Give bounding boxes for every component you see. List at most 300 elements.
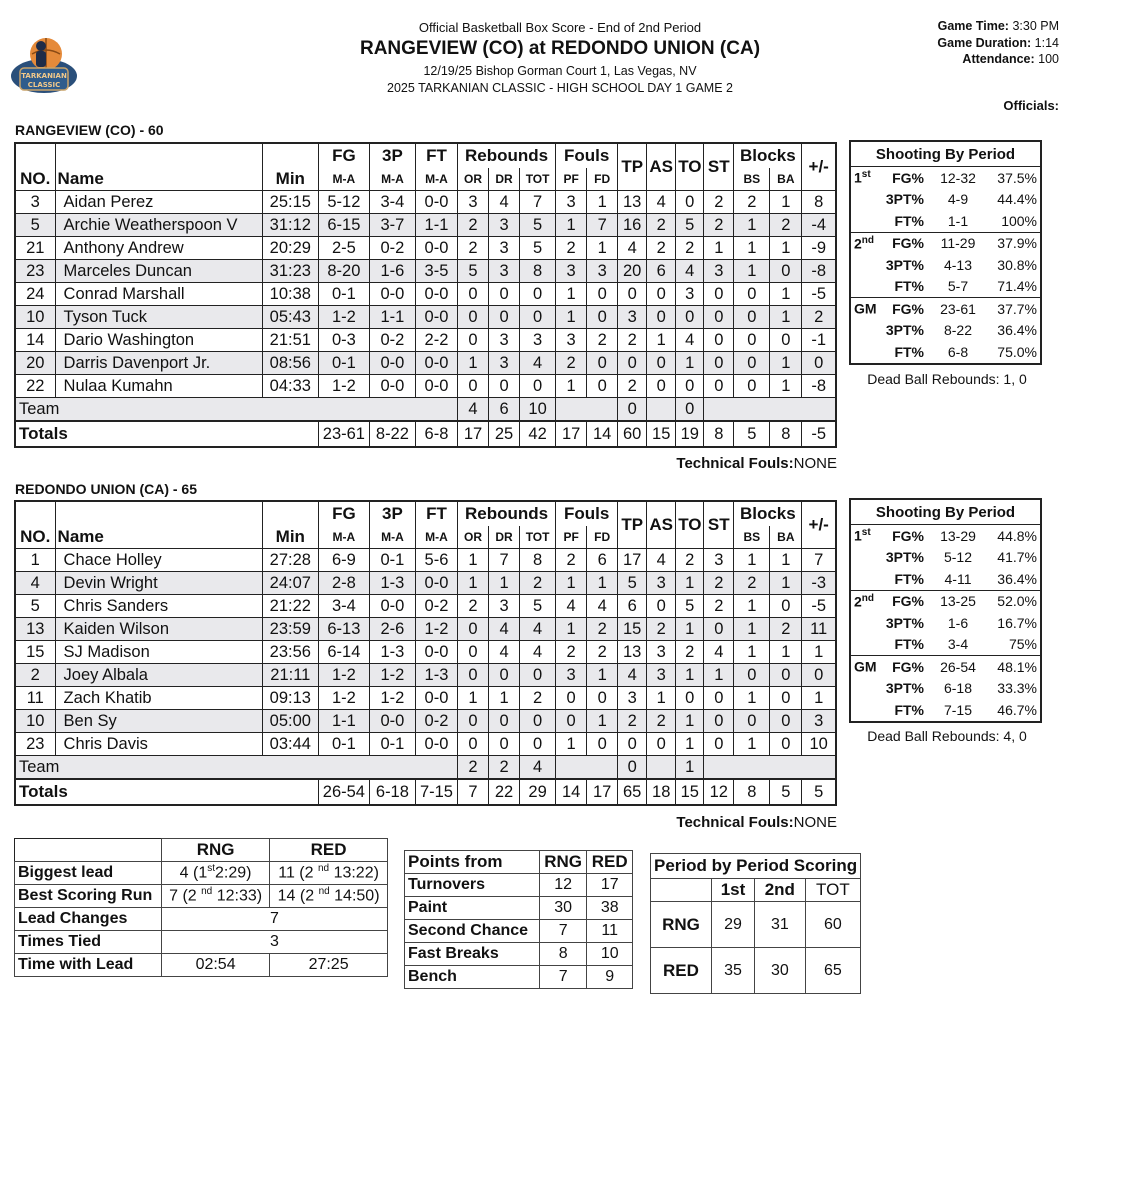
stat-bs: 0 bbox=[734, 306, 770, 329]
stat-tp: 13 bbox=[618, 641, 647, 664]
box-score-table bbox=[14, 500, 837, 806]
period-scoring-table bbox=[650, 853, 861, 994]
stat-bs: 0 bbox=[734, 710, 770, 733]
stat-dr: 3 bbox=[489, 595, 520, 618]
shooting-period bbox=[850, 656, 882, 678]
stat-fg: 0-1 bbox=[318, 733, 369, 756]
period-number: GM bbox=[854, 659, 877, 676]
stat-bs: 2 bbox=[734, 572, 770, 595]
points-from-red: 11 bbox=[587, 920, 633, 943]
blank-header bbox=[262, 143, 318, 168]
col-header-name: Name bbox=[55, 526, 262, 549]
shooting-pct: 44.8% bbox=[997, 527, 1037, 544]
col-header-no: NO. bbox=[15, 168, 55, 191]
points-from-row bbox=[405, 966, 633, 989]
team-tot: 4 bbox=[520, 756, 556, 780]
stat-tp: 3 bbox=[618, 687, 647, 710]
shooting-row bbox=[850, 341, 1041, 364]
shooting-made-attempted: 5-12 bbox=[943, 549, 973, 566]
shooting-stat: FG% bbox=[892, 169, 924, 186]
shooting-pct: 46.7% bbox=[997, 701, 1037, 718]
stat-tp: 4 bbox=[618, 664, 647, 687]
stat-pm: -5 bbox=[802, 283, 836, 306]
technical-fouls bbox=[676, 455, 837, 472]
shooting-row bbox=[850, 590, 1041, 612]
stat-ft: 0-2 bbox=[415, 710, 457, 733]
shooting-row bbox=[850, 612, 1041, 634]
stat-or: 2 bbox=[457, 237, 488, 260]
stat-dr: 3 bbox=[489, 329, 520, 352]
stat-pm: 11 bbox=[802, 618, 836, 641]
stat-ft: 0-0 bbox=[415, 572, 457, 595]
points-from-title: Points from bbox=[405, 851, 540, 874]
team-to: 0 bbox=[676, 398, 704, 422]
total-dr: 22 bbox=[489, 779, 520, 805]
stat-tp3: 0-2 bbox=[369, 329, 415, 352]
points-from-label: Bench bbox=[405, 966, 540, 989]
lead-changes: 7 bbox=[162, 908, 388, 931]
stat-pf: 2 bbox=[556, 641, 587, 664]
stat-ba: 2 bbox=[770, 618, 802, 641]
stat-pf: 1 bbox=[556, 733, 587, 756]
stat-fg: 1-1 bbox=[318, 710, 369, 733]
stat-ft: 1-1 bbox=[415, 214, 457, 237]
stat-fg: 0-1 bbox=[318, 352, 369, 375]
shooting-pct: 75.0% bbox=[997, 343, 1037, 360]
stat-min: 24:07 bbox=[262, 572, 318, 595]
stat-tp3: 0-1 bbox=[369, 733, 415, 756]
stat-fd: 0 bbox=[587, 352, 618, 375]
stat-st: 2 bbox=[704, 214, 734, 237]
col-header-to: TO bbox=[676, 143, 704, 191]
stat-fd: 2 bbox=[587, 618, 618, 641]
stat-ba: 1 bbox=[770, 352, 802, 375]
shooting-row bbox=[850, 320, 1041, 342]
col-header-ft: FT bbox=[415, 143, 457, 168]
team-blank bbox=[647, 756, 676, 780]
col-header-pf: PF bbox=[556, 168, 587, 191]
stat-ba: 1 bbox=[770, 191, 802, 214]
team-row bbox=[15, 398, 836, 422]
time-with-lead-label: Time with Lead bbox=[15, 954, 162, 977]
stat-fd: 7 bbox=[587, 214, 618, 237]
points-from-row bbox=[405, 943, 633, 966]
points-from-rng: 8 bbox=[539, 943, 587, 966]
stat-pm: -8 bbox=[802, 260, 836, 283]
team-blank bbox=[704, 398, 836, 422]
shooting-made-attempted: 4-13 bbox=[943, 256, 973, 273]
points-from-rng: 7 bbox=[539, 966, 587, 989]
stat-or: 2 bbox=[457, 595, 488, 618]
stat-bs: 1 bbox=[734, 687, 770, 710]
player-name: Nulaa Kumahn bbox=[55, 375, 262, 398]
team-or: 4 bbox=[457, 398, 488, 422]
stat-tp: 0 bbox=[618, 283, 647, 306]
total-fd: 17 bbox=[587, 779, 618, 805]
stat-tp: 0 bbox=[618, 733, 647, 756]
stat-fd: 2 bbox=[587, 641, 618, 664]
shooting-row bbox=[850, 232, 1041, 254]
period-total-score: 65 bbox=[805, 948, 860, 994]
stat-as: 1 bbox=[647, 687, 676, 710]
player-name: Ben Sy bbox=[55, 710, 262, 733]
col-header-no: NO. bbox=[15, 526, 55, 549]
col-header-as: AS bbox=[647, 143, 676, 191]
shooting-period bbox=[850, 210, 882, 232]
shooting-period bbox=[850, 678, 882, 700]
player-number: 23 bbox=[15, 733, 55, 756]
shooting-stat: FT% bbox=[894, 570, 924, 587]
times-tied-label: Times Tied bbox=[15, 931, 162, 954]
stat-bs: 1 bbox=[734, 618, 770, 641]
shooting-stat: FG% bbox=[882, 298, 926, 320]
stat-to: 1 bbox=[676, 733, 704, 756]
period-number: 1 bbox=[854, 528, 862, 545]
total-tp3: 6-18 bbox=[369, 779, 415, 805]
stat-fg: 1-2 bbox=[318, 664, 369, 687]
stat-min: 05:00 bbox=[262, 710, 318, 733]
shooting-pct: 44.4% bbox=[997, 191, 1037, 208]
stat-fg: 1-2 bbox=[318, 375, 369, 398]
col-header-to: TO bbox=[676, 501, 704, 549]
stat-as: 3 bbox=[647, 572, 676, 595]
player-name: Anthony Andrew bbox=[55, 237, 262, 260]
player-row bbox=[15, 572, 836, 595]
col-header-fg-ma: M-A bbox=[318, 526, 369, 549]
shooting-stat: 3PT% bbox=[885, 614, 924, 631]
stat-to: 2 bbox=[676, 237, 704, 260]
stat-tot: 0 bbox=[520, 306, 556, 329]
player-name: Devin Wright bbox=[55, 572, 262, 595]
stat-as: 0 bbox=[647, 306, 676, 329]
stat-min: 09:13 bbox=[262, 687, 318, 710]
col-header-fg: FG bbox=[318, 501, 369, 526]
total-st: 12 bbox=[704, 779, 734, 805]
stat-or: 0 bbox=[457, 618, 488, 641]
stat-pf: 3 bbox=[556, 664, 587, 687]
total-fd: 14 bbox=[587, 421, 618, 447]
team-tot: 10 bbox=[520, 398, 556, 422]
player-name: Chace Holley bbox=[55, 549, 262, 572]
shooting-stat: FG% bbox=[892, 527, 924, 544]
stat-or: 0 bbox=[457, 733, 488, 756]
shooting-row bbox=[850, 634, 1041, 656]
technical-fouls-label: Technical Fouls: bbox=[676, 814, 794, 831]
stat-st: 0 bbox=[704, 329, 734, 352]
total-tot: 42 bbox=[520, 421, 556, 447]
stat-pm: 0 bbox=[802, 664, 836, 687]
shooting-row bbox=[850, 525, 1041, 547]
stat-fd: 0 bbox=[587, 733, 618, 756]
stat-tp3: 1-3 bbox=[369, 641, 415, 664]
col-header-1st: 1st bbox=[711, 879, 754, 902]
player-name: Archie Weatherspoon V bbox=[55, 214, 262, 237]
stat-to: 1 bbox=[676, 710, 704, 733]
col-header-fd: FD bbox=[587, 526, 618, 549]
shooting-made-attempted: 7-15 bbox=[943, 701, 973, 718]
player-number: 23 bbox=[15, 260, 55, 283]
stat-fd: 1 bbox=[587, 710, 618, 733]
stat-pf: 2 bbox=[556, 237, 587, 260]
stat-tp3: 0-0 bbox=[369, 352, 415, 375]
stat-tot: 5 bbox=[520, 595, 556, 618]
stat-ft: 3-5 bbox=[415, 260, 457, 283]
col-header-red: RED bbox=[587, 851, 633, 874]
stat-tot: 2 bbox=[520, 687, 556, 710]
stat-fg: 1-2 bbox=[318, 687, 369, 710]
stat-dr: 4 bbox=[489, 618, 520, 641]
team-blank bbox=[556, 398, 618, 422]
player-number: 10 bbox=[15, 306, 55, 329]
lead-stats-table bbox=[14, 838, 388, 977]
player-name: Dario Washington bbox=[55, 329, 262, 352]
stat-tp: 2 bbox=[618, 710, 647, 733]
stat-pf: 1 bbox=[556, 283, 587, 306]
stat-tp: 5 bbox=[618, 572, 647, 595]
best-run-rng: 7 (2 $^{nd}$ 12:33) bbox=[162, 885, 270, 908]
stat-pm: -5 bbox=[802, 595, 836, 618]
col-header-3p: 3P bbox=[369, 143, 415, 168]
team-to: 1 bbox=[676, 756, 704, 780]
shooting-made-attempted: 13-29 bbox=[940, 527, 976, 544]
stat-fg: 1-2 bbox=[318, 306, 369, 329]
team-dr: 2 bbox=[489, 756, 520, 780]
points-from-table bbox=[404, 850, 633, 989]
player-number: 13 bbox=[15, 618, 55, 641]
stat-tp3: 0-2 bbox=[369, 237, 415, 260]
player-name: Conrad Marshall bbox=[55, 283, 262, 306]
stat-or: 1 bbox=[457, 352, 488, 375]
shooting-stat: FT% bbox=[894, 278, 924, 295]
blank-header bbox=[15, 501, 55, 526]
player-number: 20 bbox=[15, 352, 55, 375]
stat-dr: 3 bbox=[489, 260, 520, 283]
stat-bs: 0 bbox=[734, 664, 770, 687]
col-header-ba: BA bbox=[770, 526, 802, 549]
period-2-score: 31 bbox=[754, 902, 805, 948]
shooting-pct: 37.9% bbox=[990, 232, 1041, 254]
col-header-rng: RNG bbox=[539, 851, 587, 874]
shooting-pct: 71.4% bbox=[997, 278, 1037, 295]
points-from-rng: 12 bbox=[539, 874, 587, 897]
player-row bbox=[15, 733, 836, 756]
box-score-table bbox=[14, 142, 837, 448]
shooting-pct: 37.7% bbox=[990, 298, 1041, 320]
game-duration: 1:14 bbox=[1034, 35, 1059, 50]
stat-or: 0 bbox=[457, 664, 488, 687]
stat-as: 2 bbox=[647, 237, 676, 260]
points-from-label: Second Chance bbox=[405, 920, 540, 943]
stat-fg: 8-20 bbox=[318, 260, 369, 283]
stat-to: 0 bbox=[676, 191, 704, 214]
period-suffix: st bbox=[861, 169, 871, 181]
period-1-score: 35 bbox=[711, 948, 754, 994]
stat-or: 0 bbox=[457, 641, 488, 664]
player-row bbox=[15, 710, 836, 733]
stat-as: 1 bbox=[647, 329, 676, 352]
player-row bbox=[15, 375, 836, 398]
stat-as: 4 bbox=[647, 549, 676, 572]
shooting-pct: 52.0% bbox=[990, 590, 1041, 612]
points-from-row bbox=[405, 874, 633, 897]
stat-st: 0 bbox=[704, 375, 734, 398]
player-name: Chris Davis bbox=[55, 733, 262, 756]
shooting-by-period-title: Shooting By Period bbox=[850, 141, 1041, 167]
stat-to: 0 bbox=[676, 687, 704, 710]
player-row bbox=[15, 549, 836, 572]
stat-ft: 0-2 bbox=[415, 595, 457, 618]
stat-fd: 1 bbox=[587, 572, 618, 595]
points-from-row bbox=[405, 920, 633, 943]
stat-tot: 8 bbox=[520, 549, 556, 572]
stat-tp: 13 bbox=[618, 191, 647, 214]
stat-min: 03:44 bbox=[262, 733, 318, 756]
stat-st: 0 bbox=[704, 710, 734, 733]
stat-st: 3 bbox=[704, 549, 734, 572]
stat-min: 20:29 bbox=[262, 237, 318, 260]
period-scoring-row bbox=[651, 902, 861, 948]
period-2-score: 30 bbox=[754, 948, 805, 994]
stat-fg: 2-8 bbox=[318, 572, 369, 595]
stat-st: 2 bbox=[704, 572, 734, 595]
stat-pf: 0 bbox=[556, 687, 587, 710]
col-header-ft-ma: M-A bbox=[415, 526, 457, 549]
stat-pm: 1 bbox=[802, 641, 836, 664]
stat-bs: 0 bbox=[734, 329, 770, 352]
col-header-fouls: Fouls bbox=[556, 501, 618, 526]
stat-dr: 1 bbox=[489, 572, 520, 595]
stat-pf: 0 bbox=[556, 710, 587, 733]
player-name: Zach Khatib bbox=[55, 687, 262, 710]
stat-pm: -1 bbox=[802, 329, 836, 352]
stat-tp: 17 bbox=[618, 549, 647, 572]
stat-to: 4 bbox=[676, 260, 704, 283]
player-number: 22 bbox=[15, 375, 55, 398]
stat-dr: 4 bbox=[489, 641, 520, 664]
shooting-row bbox=[850, 189, 1041, 211]
shooting-row bbox=[850, 210, 1041, 232]
stat-bs: 0 bbox=[734, 375, 770, 398]
shooting-stat: 3PT% bbox=[885, 680, 924, 697]
stat-pm: 1 bbox=[802, 687, 836, 710]
total-tp: 65 bbox=[618, 779, 647, 805]
period-number: 2 bbox=[854, 593, 862, 610]
team-row bbox=[15, 756, 836, 780]
stat-as: 2 bbox=[647, 710, 676, 733]
stat-bs: 0 bbox=[734, 352, 770, 375]
period-team: RNG bbox=[651, 902, 712, 948]
stat-as: 4 bbox=[647, 191, 676, 214]
stat-fd: 0 bbox=[587, 283, 618, 306]
stat-fg: 3-4 bbox=[318, 595, 369, 618]
stat-tp3: 1-2 bbox=[369, 664, 415, 687]
stat-tp3: 0-0 bbox=[369, 710, 415, 733]
stat-st: 0 bbox=[704, 306, 734, 329]
stat-tot: 4 bbox=[520, 618, 556, 641]
officials-label: Officials: bbox=[1003, 98, 1059, 113]
points-from-label: Turnovers bbox=[405, 874, 540, 897]
stat-fg: 0-1 bbox=[318, 283, 369, 306]
col-header-bs: BS bbox=[734, 168, 770, 191]
dead-ball-rebounds: Dead Ball Rebounds: 1, 0 bbox=[867, 371, 1027, 387]
player-row bbox=[15, 618, 836, 641]
stat-ft: 0-0 bbox=[415, 237, 457, 260]
col-header-min: Min bbox=[262, 526, 318, 549]
col-header-rebounds: Rebounds bbox=[457, 143, 555, 168]
col-header-blocks: Blocks bbox=[734, 501, 802, 526]
stat-pf: 3 bbox=[556, 260, 587, 283]
col-header-ba: BA bbox=[770, 168, 802, 191]
shooting-period bbox=[850, 341, 882, 364]
stat-ft: 2-2 bbox=[415, 329, 457, 352]
shooting-row bbox=[850, 568, 1041, 590]
col-header-red: RED bbox=[270, 839, 388, 862]
total-to: 15 bbox=[676, 779, 704, 805]
total-fg: 26-54 bbox=[318, 779, 369, 805]
period-number: GM bbox=[854, 301, 877, 318]
total-or: 17 bbox=[457, 421, 488, 447]
col-header-rng: RNG bbox=[162, 839, 270, 862]
col-header-3p-ma: M-A bbox=[369, 168, 415, 191]
points-from-red: 9 bbox=[587, 966, 633, 989]
stat-min: 25:15 bbox=[262, 191, 318, 214]
stat-fg: 6-14 bbox=[318, 641, 369, 664]
stat-pf: 2 bbox=[556, 549, 587, 572]
total-tp3: 8-22 bbox=[369, 421, 415, 447]
biggest-lead-rng: 4 (1st2:29) bbox=[162, 862, 270, 885]
points-from-label: Fast Breaks bbox=[405, 943, 540, 966]
stat-min: 05:43 bbox=[262, 306, 318, 329]
shooting-stat: FG% bbox=[882, 656, 926, 678]
technical-fouls-value: NONE bbox=[793, 814, 837, 831]
stat-ba: 0 bbox=[770, 687, 802, 710]
stat-tot: 4 bbox=[520, 641, 556, 664]
col-header-fd: FD bbox=[587, 168, 618, 191]
stat-to: 2 bbox=[676, 549, 704, 572]
player-number: 10 bbox=[15, 710, 55, 733]
shooting-pct: 100% bbox=[1001, 212, 1037, 229]
team-tp: 0 bbox=[618, 398, 647, 422]
stat-tp3: 0-0 bbox=[369, 595, 415, 618]
player-number: 15 bbox=[15, 641, 55, 664]
stat-ba: 0 bbox=[770, 595, 802, 618]
total-pf: 14 bbox=[556, 779, 587, 805]
col-header-tot: TOT bbox=[805, 879, 860, 902]
stat-tp: 4 bbox=[618, 237, 647, 260]
total-to: 19 bbox=[676, 421, 704, 447]
stat-pm: 0 bbox=[802, 352, 836, 375]
player-name: Kaiden Wilson bbox=[55, 618, 262, 641]
total-tp: 60 bbox=[618, 421, 647, 447]
stat-as: 0 bbox=[647, 595, 676, 618]
stat-to: 3 bbox=[676, 283, 704, 306]
shooting-period bbox=[850, 232, 882, 254]
shooting-by-period-title: Shooting By Period bbox=[850, 499, 1041, 525]
period-suffix: st bbox=[861, 527, 871, 539]
shooting-period bbox=[850, 167, 882, 189]
total-as: 18 bbox=[647, 779, 676, 805]
stat-min: 10:38 bbox=[262, 283, 318, 306]
shooting-made-attempted: 8-22 bbox=[943, 322, 973, 339]
stat-ba: 0 bbox=[770, 260, 802, 283]
stat-pf: 1 bbox=[556, 306, 587, 329]
shooting-row bbox=[850, 298, 1041, 320]
points-from-label: Paint bbox=[405, 897, 540, 920]
points-from-red: 17 bbox=[587, 874, 633, 897]
stat-to: 1 bbox=[676, 352, 704, 375]
stat-min: 23:56 bbox=[262, 641, 318, 664]
col-header-name: Name bbox=[55, 168, 262, 191]
